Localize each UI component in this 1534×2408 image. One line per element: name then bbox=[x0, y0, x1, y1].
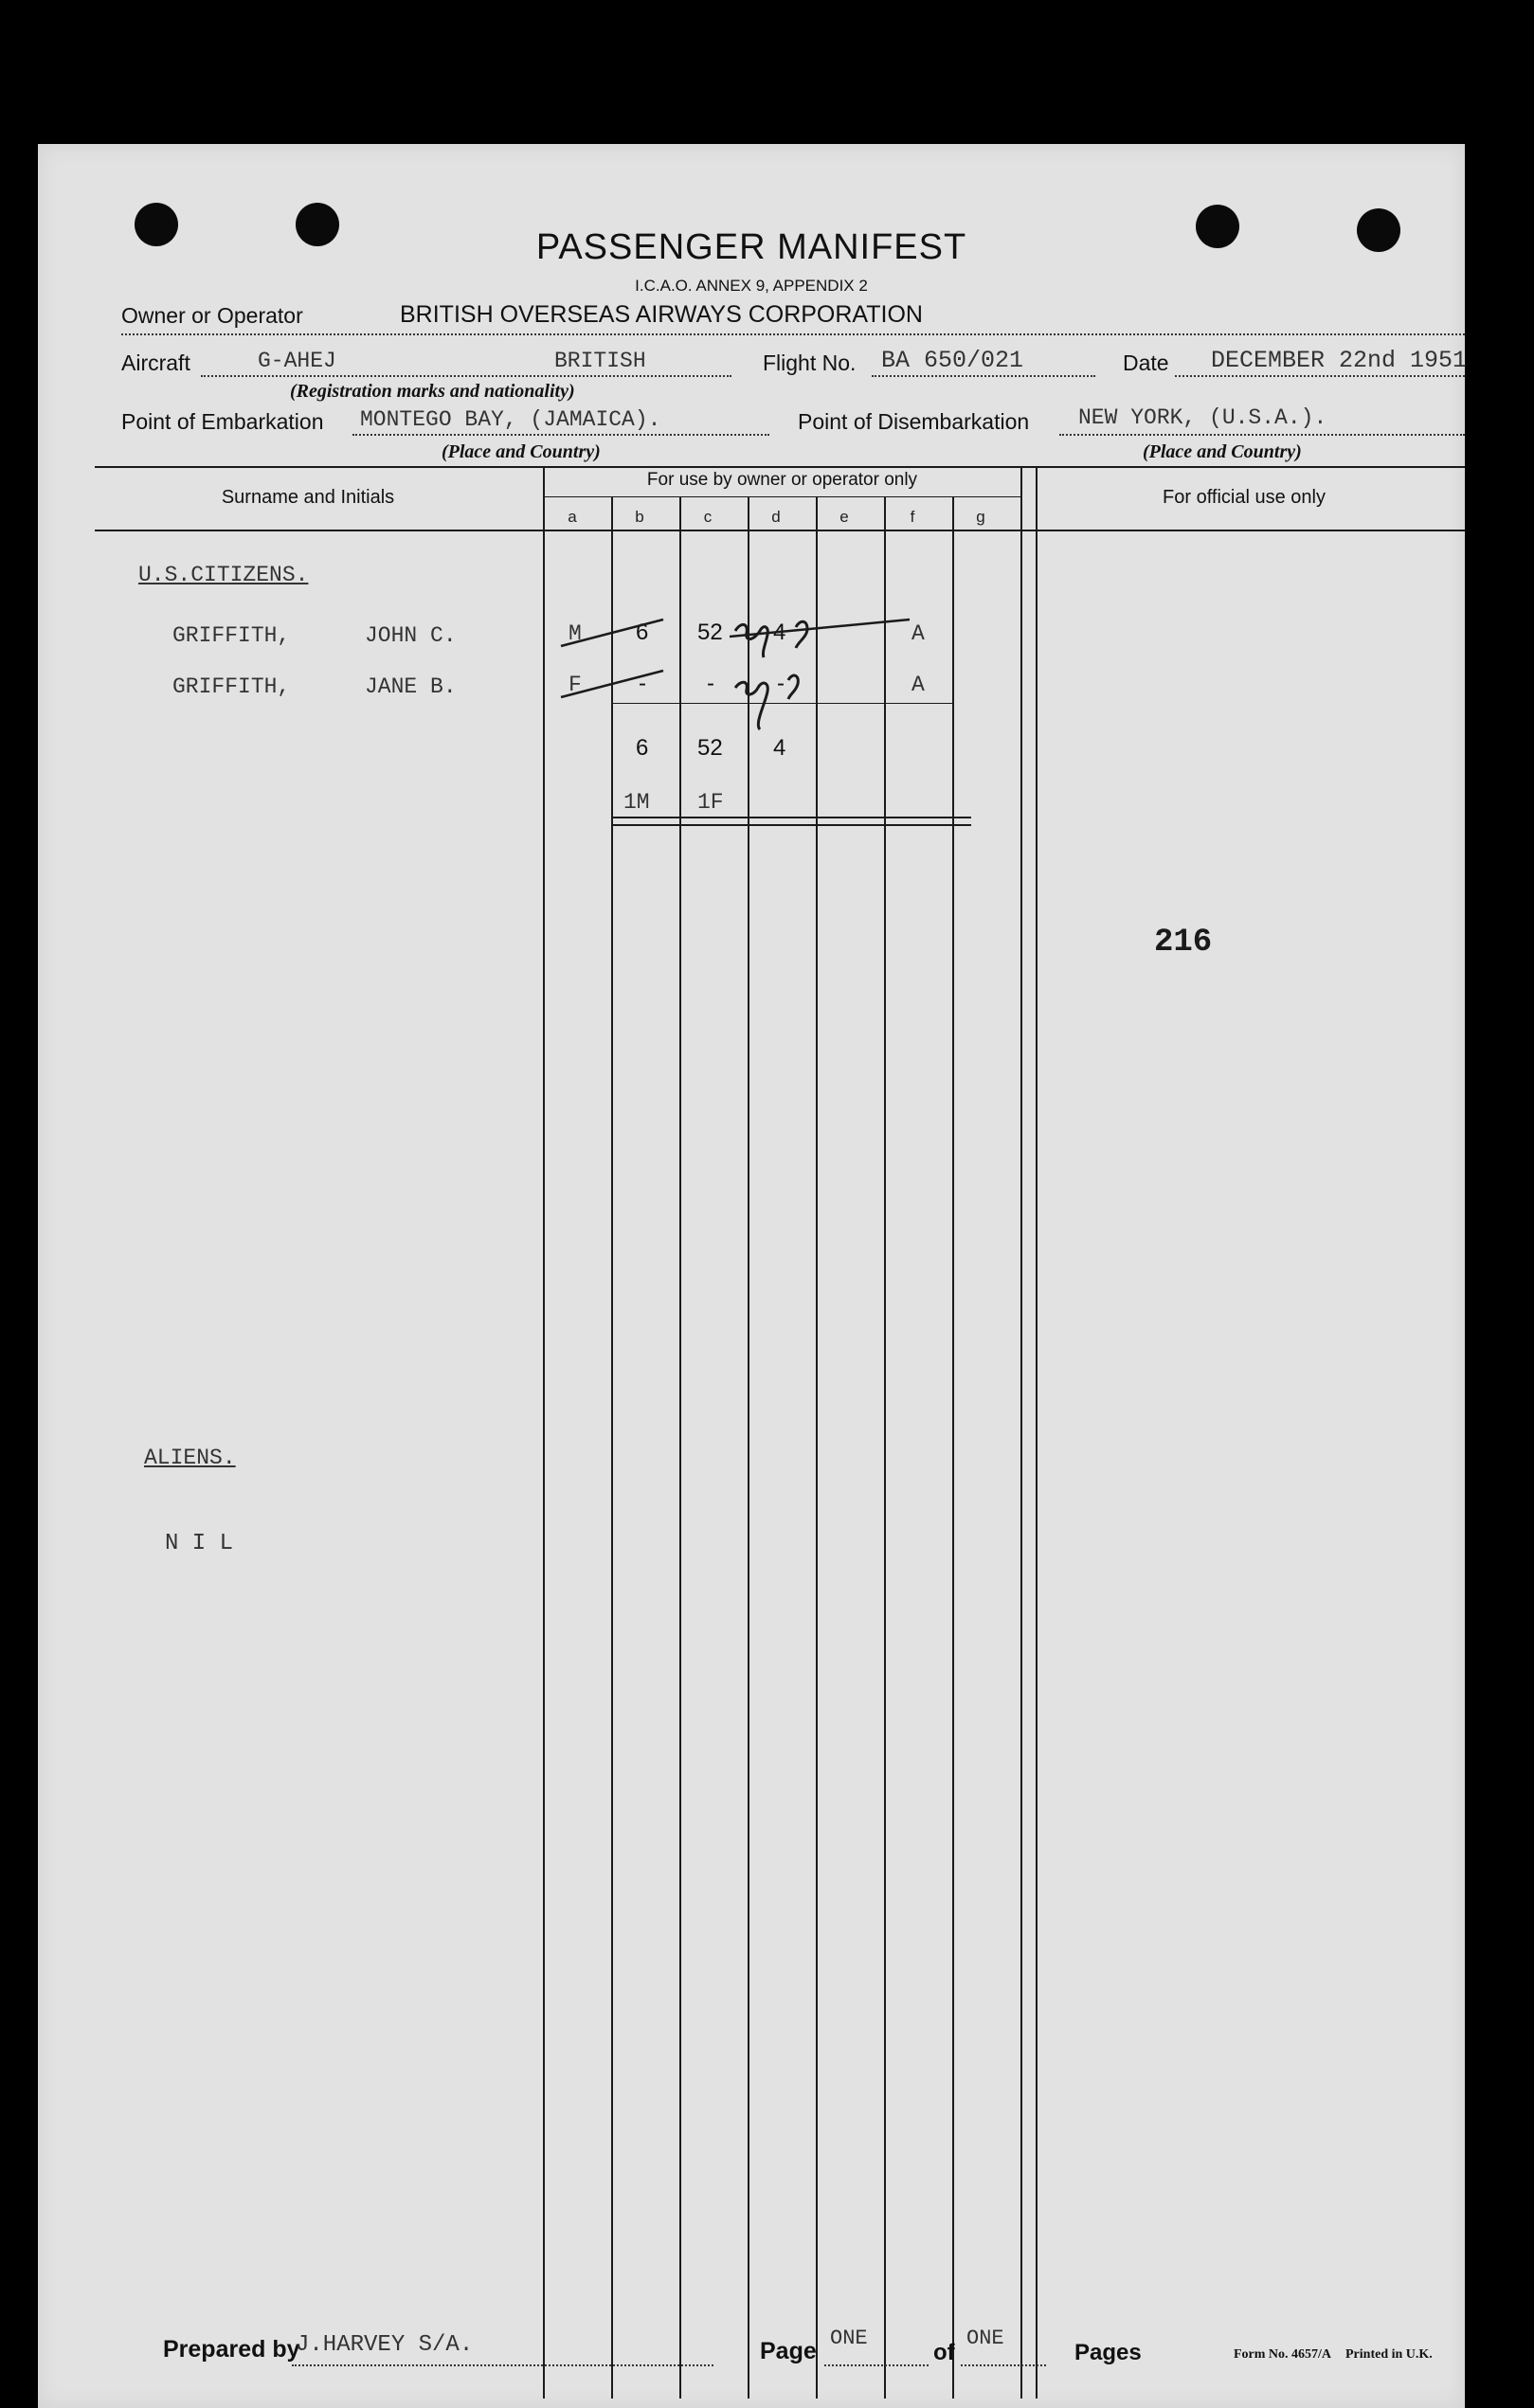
aircraft-dotted-line bbox=[201, 375, 731, 377]
aliens-value: N I L bbox=[165, 1531, 234, 1556]
passenger-1-sex: M bbox=[568, 621, 582, 646]
column-rule-4 bbox=[816, 496, 818, 2399]
embarkation-value: MONTEGO BAY, (JAMAICA). bbox=[360, 407, 661, 432]
operator-column-header: For use by owner or operator only bbox=[646, 470, 918, 490]
embarkation-dotted-line bbox=[352, 434, 769, 436]
embarkation-label: Point of Embarkation bbox=[121, 409, 324, 434]
passenger-1-col-c: 52 bbox=[697, 620, 723, 645]
column-letter-g: g bbox=[976, 508, 985, 526]
aliens-heading: ALIENS. bbox=[144, 1446, 236, 1470]
totals-double-rule-bottom bbox=[611, 824, 971, 826]
total-female-count: 1F bbox=[697, 790, 724, 815]
page-subtitle: I.C.A.O. ANNEX 9, APPENDIX 2 bbox=[635, 277, 868, 295]
aircraft-registration: G-AHEJ bbox=[258, 349, 336, 373]
totals-double-rule-top bbox=[611, 817, 971, 818]
total-col-d: 4 bbox=[773, 735, 786, 761]
table-top-rule bbox=[95, 466, 1465, 468]
printed-in: Printed in U.K. bbox=[1345, 2347, 1433, 2362]
column-letter-f: f bbox=[910, 508, 915, 526]
passenger-1-col-d: 4 bbox=[773, 620, 786, 645]
flight-no-label: Flight No. bbox=[763, 350, 857, 375]
prepared-by-label: Prepared by bbox=[163, 2336, 300, 2363]
surname-column-header: Surname and Initials bbox=[221, 487, 395, 508]
owner-value: BRITISH OVERSEAS AIRWAYS CORPORATION bbox=[400, 301, 923, 328]
prepared-by-value: J.HARVEY S/A. bbox=[296, 2332, 474, 2358]
handwritten-strike-marks bbox=[512, 599, 947, 731]
column-rule-1 bbox=[611, 496, 613, 2399]
passenger-rows-underline bbox=[611, 703, 952, 704]
aircraft-label: Aircraft bbox=[121, 350, 190, 375]
passenger-1-given: JOHN C. bbox=[365, 623, 457, 648]
disembarkation-value: NEW YORK, (U.S.A.). bbox=[1078, 405, 1327, 430]
form-number: Form No. 4657/A bbox=[1234, 2347, 1332, 2362]
pages-label: Pages bbox=[1074, 2340, 1142, 2365]
registration-note: (Registration marks and nationality) bbox=[290, 381, 575, 402]
table-header-bottom-rule bbox=[95, 530, 1465, 531]
disembarkation-place-note: (Place and Country) bbox=[1143, 441, 1302, 462]
passenger-2-given: JANE B. bbox=[365, 674, 457, 699]
prepared-by-dotted-line bbox=[292, 2364, 713, 2366]
page-total: ONE bbox=[966, 2327, 1004, 2350]
manifest-sheet bbox=[38, 144, 1468, 2408]
passenger-2-col-b: - bbox=[639, 671, 646, 696]
column-letter-e: e bbox=[839, 508, 849, 526]
official-number: 216 bbox=[1154, 925, 1213, 961]
page-total-dotted-line bbox=[961, 2364, 1046, 2366]
total-col-b: 6 bbox=[636, 735, 649, 761]
column-letter-b: b bbox=[635, 508, 644, 526]
total-male-count: 1M bbox=[623, 790, 650, 815]
page-label: Page bbox=[760, 2338, 817, 2364]
owner-dotted-line bbox=[121, 333, 1465, 335]
passenger-2-surname: GRIFFITH, bbox=[172, 674, 291, 699]
column-rule-7 bbox=[1020, 466, 1022, 2399]
page-title: PASSENGER MANIFEST bbox=[535, 227, 967, 267]
column-rule-8 bbox=[1036, 466, 1038, 2399]
column-rule-0 bbox=[543, 466, 545, 2399]
page-dotted-line bbox=[824, 2364, 929, 2366]
column-letter-d: d bbox=[771, 508, 781, 526]
of-label: of bbox=[933, 2340, 955, 2365]
citizens-heading: U.S.CITIZENS. bbox=[138, 563, 309, 587]
column-rule-3 bbox=[748, 496, 749, 2399]
passenger-2-sex: F bbox=[568, 673, 582, 697]
embarkation-place-note: (Place and Country) bbox=[442, 441, 601, 462]
disembarkation-label: Point of Disembarkation bbox=[798, 409, 1030, 434]
column-rule-6 bbox=[952, 496, 954, 2399]
operator-subheader-rule bbox=[543, 496, 1021, 497]
column-rule-2 bbox=[679, 496, 681, 2399]
column-rule-5 bbox=[884, 496, 886, 2399]
page-number: ONE bbox=[830, 2327, 868, 2350]
total-col-c: 52 bbox=[697, 735, 723, 761]
aircraft-nationality: BRITISH bbox=[554, 349, 646, 373]
passenger-2-col-d: - bbox=[777, 671, 785, 696]
flight-no-dotted-line bbox=[872, 375, 1095, 377]
passenger-2-col-c: - bbox=[707, 671, 714, 696]
flight-number: BA 650/021 bbox=[881, 347, 1024, 374]
passenger-2-col-f: A bbox=[911, 673, 925, 697]
passenger-1-col-f: A bbox=[911, 621, 925, 646]
date-dotted-line bbox=[1175, 375, 1465, 377]
disembarkation-dotted-line bbox=[1059, 434, 1465, 436]
flight-date: DECEMBER 22nd 1951 bbox=[1211, 347, 1468, 374]
column-letter-c: c bbox=[703, 508, 713, 526]
date-label: Date bbox=[1123, 350, 1169, 375]
owner-label: Owner or Operator bbox=[121, 303, 303, 328]
column-letter-a: a bbox=[568, 508, 577, 526]
passenger-1-col-b: 6 bbox=[636, 620, 649, 645]
official-column-header: For official use only bbox=[1163, 487, 1326, 508]
passenger-1-surname: GRIFFITH, bbox=[172, 623, 291, 648]
